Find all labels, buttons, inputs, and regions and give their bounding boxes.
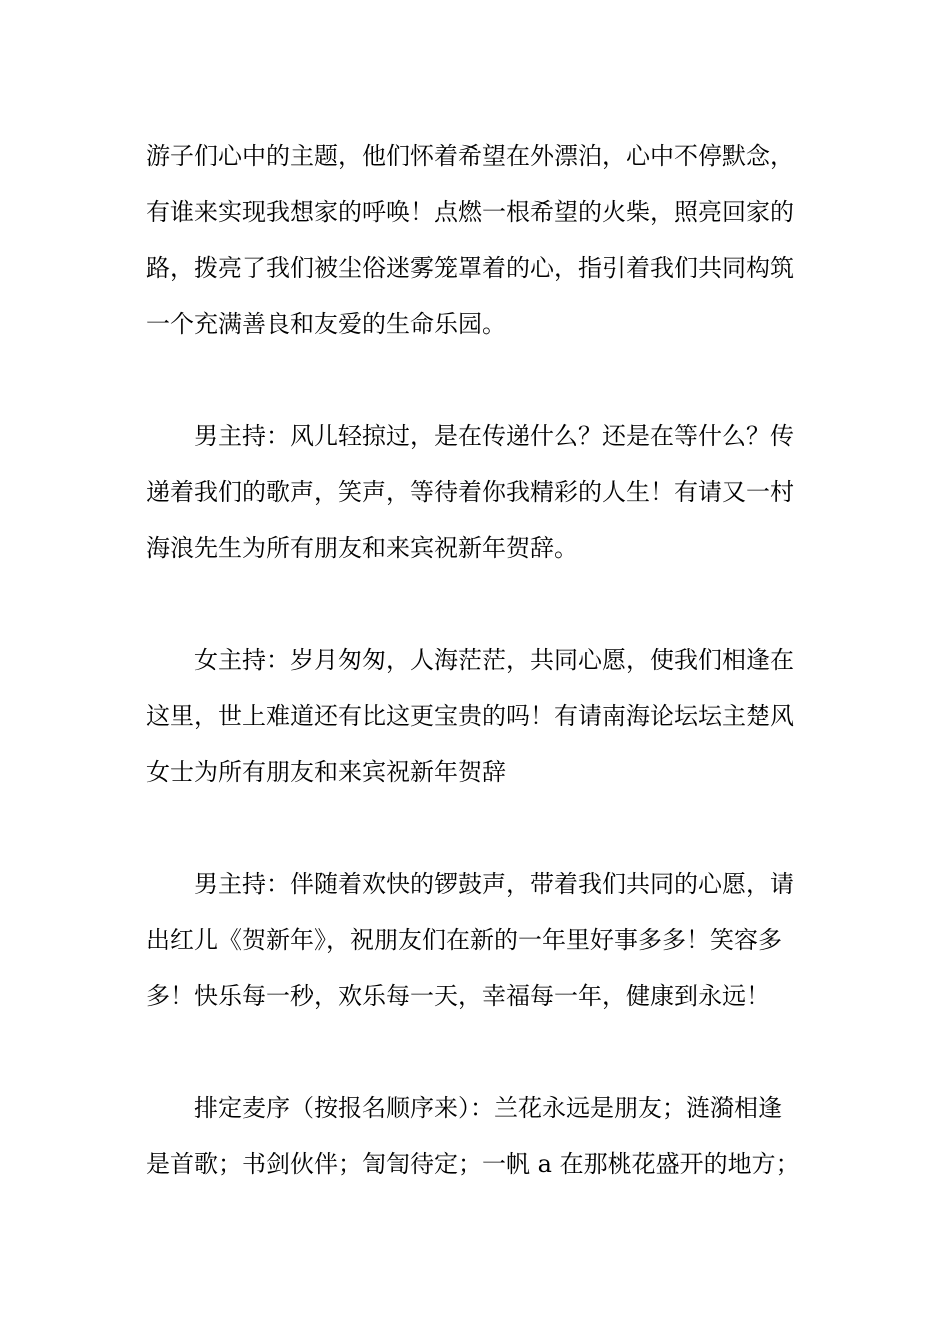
text-line: 男主持：伴随着欢快的锣鼓声，带着我们共同的心愿，请 bbox=[194, 870, 794, 898]
text-line: 男主持：风儿轻掠过，是在传递什么？还是在等什么？传 bbox=[194, 422, 794, 450]
paragraph-5 bbox=[146, 1080, 806, 1192]
text-line: 女主持：岁月匆匆，人海茫茫，共同心愿，使我们相逢在 bbox=[194, 646, 794, 674]
paragraph-gap bbox=[146, 800, 806, 856]
text-line: 路，拨亮了我们被尘俗迷雾笼罩着的心，指引着我们共同构筑 bbox=[146, 254, 794, 282]
paragraph-1 bbox=[146, 128, 806, 352]
text-line: 这里，世上难道还有比这更宝贵的吗！有请南海论坛坛主楚风 bbox=[146, 702, 794, 730]
document-body bbox=[146, 128, 806, 1192]
text-line: 一个充满善良和友爱的生命乐园。 bbox=[146, 310, 506, 338]
text-line: 海浪先生为所有朋友和来宾祝新年贺辞。 bbox=[146, 534, 578, 562]
text-line: 游子们心中的主题，他们怀着希望在外漂泊，心中不停默念， bbox=[146, 142, 794, 170]
text-line: 出红儿《贺新年》，祝朋友们在新的一年里好事多多！笑容多 bbox=[146, 926, 782, 954]
text-line: 排定麦序（按报名顺序来）：兰花永远是朋友；涟漪相逢 bbox=[194, 1094, 782, 1122]
text-line: 是首歌；书剑伙伴；訇訇待定；一帆 a 在那桃花盛开的地方； bbox=[146, 1150, 800, 1178]
paragraph-4 bbox=[146, 856, 806, 1024]
paragraph-gap bbox=[146, 576, 806, 632]
text-line: 多！快乐每一秒，欢乐每一天，幸福每一年，健康到永远！ bbox=[146, 982, 770, 1010]
paragraph-2 bbox=[146, 408, 806, 576]
text-line: 有谁来实现我想家的呼唤！点燃一根希望的火柴，照亮回家的 bbox=[146, 198, 794, 226]
text-line: 递着我们的歌声，笑声，等待着你我精彩的人生！有请又一村 bbox=[146, 478, 794, 506]
paragraph-3 bbox=[146, 632, 806, 800]
text-line: 女士为所有朋友和来宾祝新年贺辞 bbox=[146, 758, 506, 786]
paragraph-gap bbox=[146, 352, 806, 408]
paragraph-gap bbox=[146, 1024, 806, 1080]
